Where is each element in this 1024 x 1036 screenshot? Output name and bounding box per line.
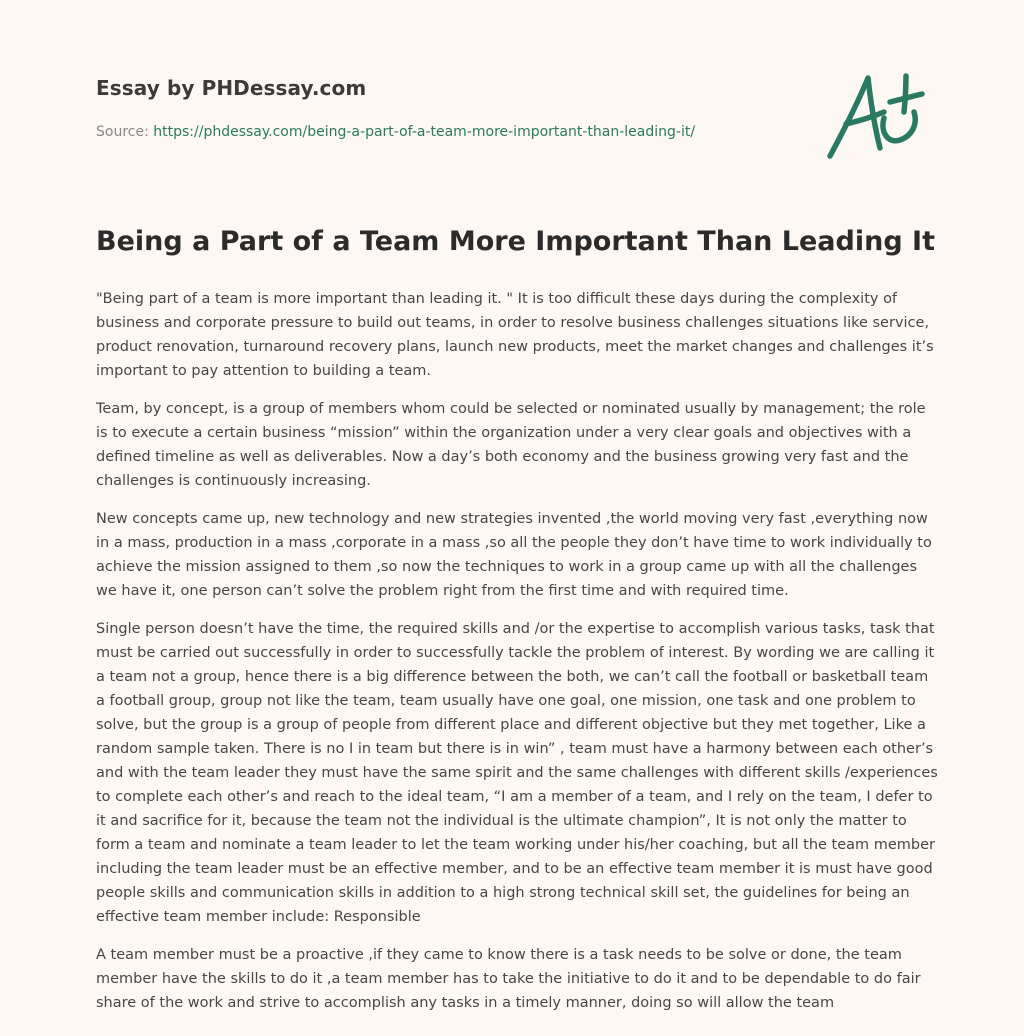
essay-paragraph: "Being part of a team is more important than leading it. " It is too difficult these days during the complexity of business and corporate pressure to build out teams, in order to resolve business challenges situations like service, product renovation, turnaround recovery plans, launch new products, meet the market changes and challenges it’s important to pay attention to building a team. (96, 291, 934, 379)
essay-paragraph: A team member must be a proactive ,if they came to know there is a task needs to be solve or done, the team member have the skills to do it ,a team member has to take the initiative to do it and to be dependable to do fair share of the work and strive to accomplish any tasks in a timely manner, doing so will allow the team (96, 947, 921, 1011)
essay-paragraph: New concepts came up, new technology and new strategies invented ,the world moving very fast ,everything now in a mass, production in a mass ,corporate in a mass ,so all the people they don’t have time to work individually to achieve the mission assigned to them ,so now the techniques to work in a group came up with all the challenges we have it, one person can’t solve the problem right from the first time and with required time. (96, 511, 932, 599)
source-label: Source: (96, 124, 149, 140)
essay-title: Being a Part of a Team More Important Than Leading It (96, 226, 936, 257)
essay-paragraph: Team, by concept, is a group of members whom could be selected or nominated usually by management; the role is to execute a certain business “mission” within the organization under a very clear goals and objectives with a defined timeline as well as deliverables. Now a day’s both economy and the business growing very fast and the challenges is continuously increasing. (96, 401, 926, 489)
essay-body (96, 287, 940, 1029)
source-line (96, 124, 695, 140)
essay-paragraph: Single person doesn’t have the time, the required skills and /or the expertise to accomplish various tasks, task that must be carried out successfully in order to successfully tackle the problem of interest. By wording we are calling it a team not a group, hence there is a big difference between the both, we can’t call the football or basketball team a football group, group not like the team, team usually have one goal, one mission, one task and one problem to solve, but the group is a group of people from different place and different objective but they met together, Like a random sample taken. There is no I in team but there is in win” , team must have a harmony between each other’s and with the team leader they must have the same spirit and the same challenges with different skills /experiences to complete each other’s and reach to the ideal team, “I am a member of a team, and I rely on the team, I defer to it and sacrifice for it, because the team not the individual is the ultimate champion”, It is not only the matter to form a team and nominate a team leader to let the team working under his/her coaching, but all the team member including the team leader must be an effective member, and to be an effective team member it is must have good people skills and communication skills in addition to a high strong technical skill set, the guidelines for being an effective team member include: Responsible (96, 621, 938, 925)
a-plus-logo-icon (818, 66, 930, 166)
site-brand-title: Essay by PHDessay.com (96, 76, 367, 100)
source-link[interactable]: https://phdessay.com/being-a-part-of-a-team-more-important-than-leading-it/ (153, 124, 696, 140)
